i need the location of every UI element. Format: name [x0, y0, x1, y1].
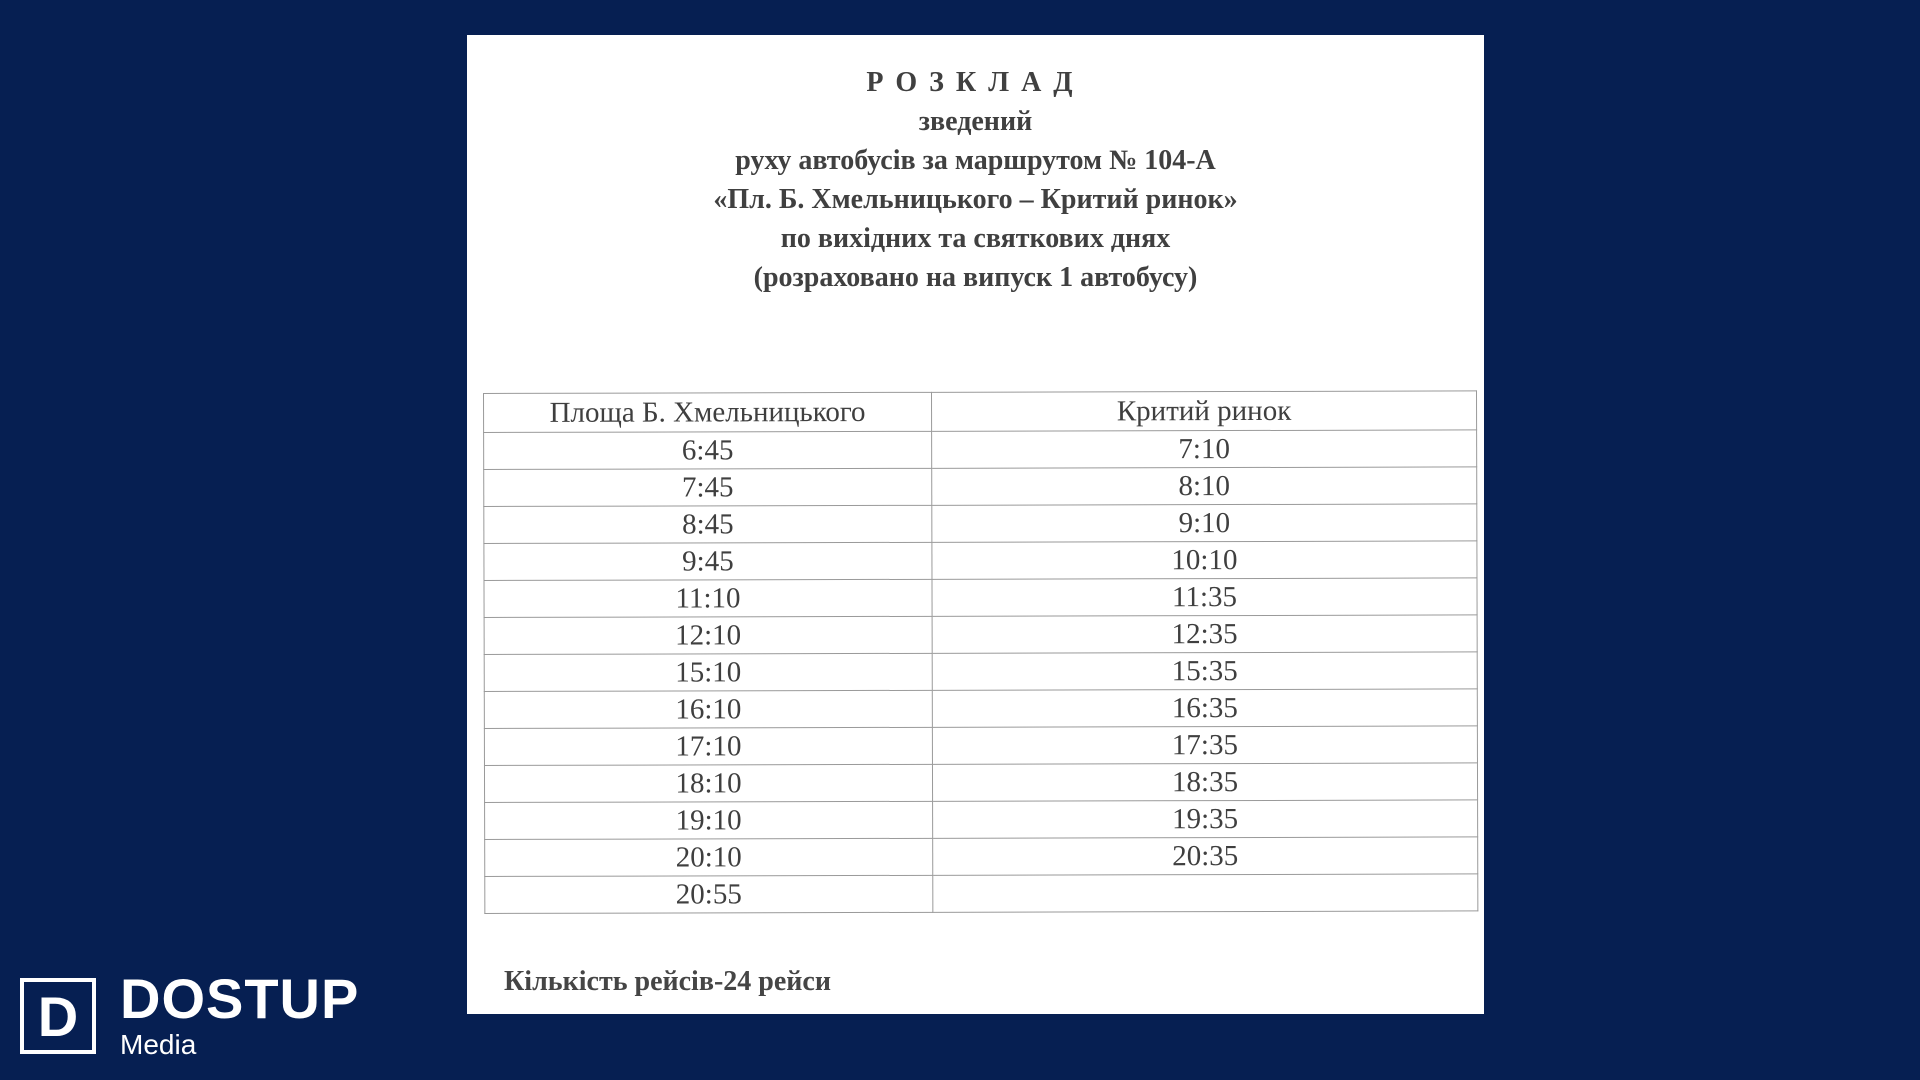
departure-time	[933, 874, 1478, 912]
departure-time: 6:45	[484, 431, 932, 469]
logo-subtitle: Media	[120, 1029, 197, 1060]
column-header-krytyi-rynok: Критий ринок	[931, 391, 1476, 431]
schedule-document	[467, 35, 1484, 1014]
departure-time: 15:35	[932, 652, 1477, 690]
logo-text	[120, 967, 360, 1060]
departure-time: 20:35	[933, 837, 1478, 875]
departure-time: 15:10	[484, 653, 932, 691]
table-row	[484, 652, 1477, 692]
table-row	[484, 467, 1477, 507]
dostup-media-logo	[20, 967, 360, 1060]
departure-time: 7:10	[932, 430, 1477, 468]
header-line-route: руху автобусів за маршрутом № 104-А	[735, 145, 1216, 176]
header-line-stops: «Пл. Б. Хмельницького – Критий ринок»	[713, 184, 1238, 215]
departure-time: 11:10	[484, 579, 932, 617]
departure-time: 17:35	[932, 726, 1477, 764]
departure-time: 16:10	[484, 690, 932, 728]
table-row	[484, 578, 1477, 618]
table-row	[484, 504, 1477, 544]
table-row	[484, 763, 1477, 803]
departure-time: 18:10	[484, 764, 932, 802]
header-line-days: по вихідних та святкових днях	[780, 223, 1171, 254]
departure-time: 20:10	[485, 838, 933, 876]
table-row	[484, 430, 1477, 470]
departure-time: 8:45	[484, 505, 932, 543]
departure-time: 11:35	[932, 578, 1477, 616]
departure-time: 19:35	[933, 800, 1478, 838]
departure-time: 9:45	[484, 542, 932, 580]
header-line-compiled: зведений	[918, 106, 1033, 137]
table-header-row	[484, 391, 1477, 433]
departure-time: 8:10	[932, 467, 1477, 505]
column-header-ploshcha: Площа Б. Хмельницького	[484, 392, 932, 432]
departure-time: 20:55	[485, 875, 933, 913]
header-line-note: (розраховано на випуск 1 автобусу)	[753, 262, 1198, 293]
document-title: РОЗКЛАД	[866, 67, 1085, 98]
departure-time: 10:10	[932, 541, 1477, 579]
departure-time: 18:35	[932, 763, 1477, 801]
departure-time: 19:10	[485, 801, 933, 839]
table-row	[484, 689, 1477, 729]
trip-count: Кількість рейсів-24 рейси	[504, 966, 831, 997]
departure-time: 16:35	[932, 689, 1477, 727]
schedule-table	[483, 390, 1478, 914]
document-header	[467, 63, 1484, 297]
table-row	[484, 726, 1477, 766]
departure-time: 7:45	[484, 468, 932, 506]
table-row	[485, 874, 1478, 914]
table-row	[485, 800, 1478, 840]
departure-time: 17:10	[484, 727, 932, 765]
departure-time: 12:10	[484, 616, 932, 654]
table-row	[484, 615, 1477, 655]
departure-time: 9:10	[932, 504, 1477, 542]
logo-name: DOSTUP	[120, 967, 360, 1030]
logo-mark-icon: D	[20, 978, 96, 1054]
table-row	[484, 541, 1477, 581]
departure-time: 12:35	[932, 615, 1477, 653]
table-row	[485, 837, 1478, 877]
